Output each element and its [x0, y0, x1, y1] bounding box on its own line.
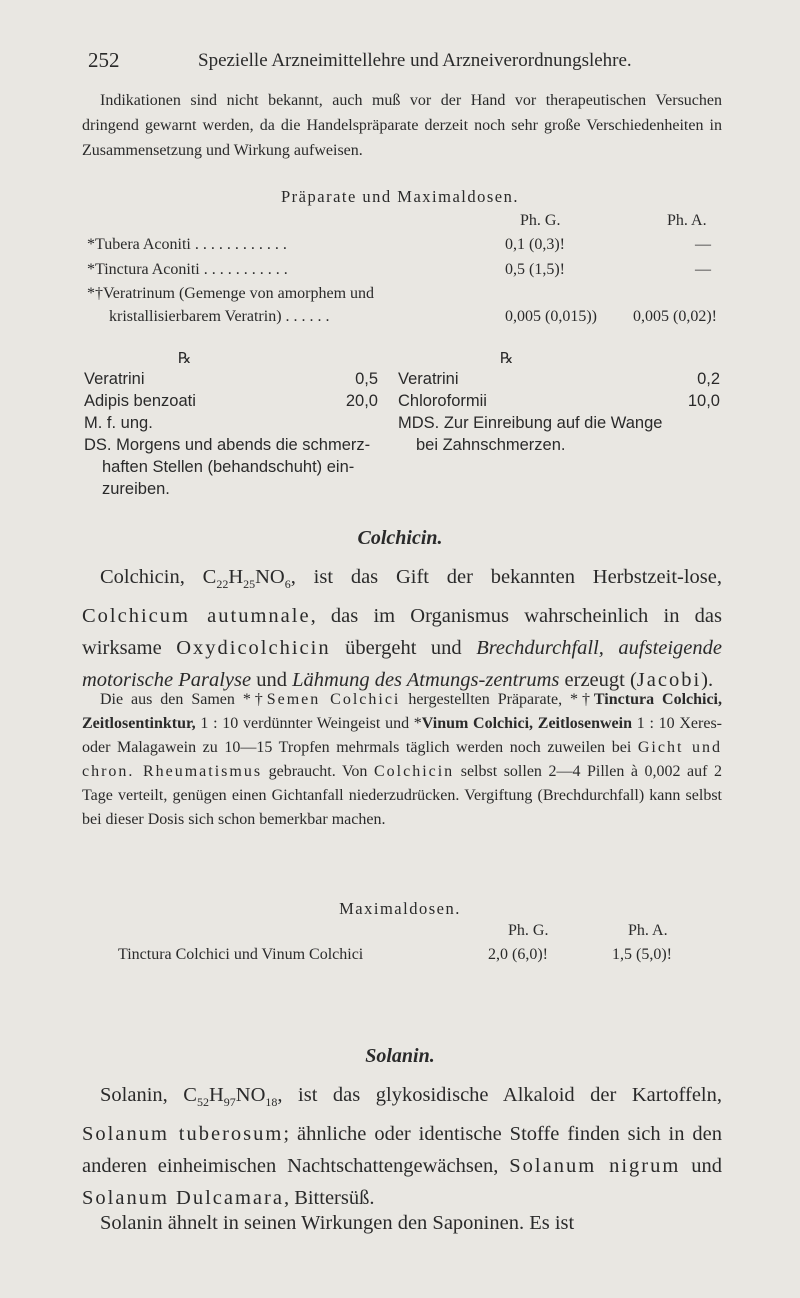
solanin-paragraph [82, 1079, 722, 1214]
recipe-line: Veratrini [398, 370, 459, 388]
table-row-ph-g: 0,5 (1,5)! [505, 261, 565, 278]
recipe-right [398, 350, 720, 460]
text: selbst sollen 2—4 Pillen à 0,002 auf 2 Tage verteilt, genügen einen Gichtanfall niederzudrücken. Vergiftung (Brechdurchfall) kann selbst bei dieser Dosis sich schon bemerkbar machen. [82, 763, 722, 828]
table-row-name: *Tinctura Aconiti . . . . . . . . . . . [87, 261, 288, 278]
table-row-ph-a: — [695, 236, 711, 253]
aconit-table-title: Präparate und Maximaldosen. [281, 187, 519, 206]
spaced-text: Solanum tuberosum [82, 1123, 284, 1146]
colchici-col-ph-a: Ph. A. [628, 922, 668, 939]
subscript: 6 [284, 577, 291, 592]
text: , das im Organismus wahrscheinlich in das wirksame [82, 605, 722, 660]
italic-text: Brechdurchfall, aufsteigende motorische Paralyse [82, 637, 723, 692]
spaced-text: Colchicum autumnale [82, 605, 311, 628]
text: NO [235, 1084, 266, 1106]
text: gebraucht. Von [262, 763, 374, 780]
recipe-qty: 10,0 [687, 392, 720, 410]
colchicin-detail-paragraph [82, 688, 722, 832]
text: 1 : 10 verdünnter Weingeist und * [195, 715, 422, 732]
text: H [228, 566, 244, 588]
page-header [88, 48, 728, 80]
table-row-ph-a: 0,005 (0,02)! [633, 308, 717, 325]
text: ). [701, 669, 714, 692]
spaced-text: Solanum nigrum [509, 1155, 681, 1178]
recipe-line: Adipis benzoati [84, 392, 196, 410]
table-row-ph-g: 0,1 (0,3)! [505, 236, 565, 253]
recipe-symbol: ℞ [500, 350, 514, 367]
intro-paragraph: Indikationen sind nicht bekannt, auch muß vor der Hand vor therapeutischen Versuchen dringend gewarnt werden, da die Handelspräparate derzeit noch sehr große Verschiedenheiten in Zusammensetzung und Wirkung aufweisen. [82, 92, 722, 159]
recipe-qty: 0,5 [355, 370, 378, 388]
text: übergeht und [330, 637, 477, 660]
subscript: 18 [265, 1095, 278, 1110]
text: , ist das Gift der bekannten Herbstzeit-lose, [290, 566, 722, 588]
table-row-name: *†Veratrinum (Gemenge von amorphem und [87, 285, 375, 302]
aconit-col-ph-a: Ph. A. [667, 212, 707, 229]
spaced-text: Jacobi [636, 669, 702, 692]
recipe-symbol: ℞ [178, 350, 192, 367]
table-row-ph-a: 1,5 (5,0)! [612, 946, 672, 963]
recipe-line: bei Zahnschmerzen. [416, 436, 566, 454]
recipe-left [84, 350, 378, 500]
recipe-line: MDS. Zur Einreibung auf die Wange [398, 414, 663, 432]
recipe-line: DS. Morgens und abends die schmerz- [84, 436, 371, 454]
spaced-text: Colchicin [373, 763, 455, 780]
table-row-name: Tinctura Colchici und Vinum Colchici [118, 946, 364, 963]
recipe-line: M. f. ung. [84, 414, 153, 432]
running-title: Spezielle Arzneimittellehre und Arzneiverordnungslehre. [198, 50, 632, 71]
recipe-qty: 0,2 [697, 370, 720, 388]
subscript: 25 [243, 577, 256, 592]
text: hergestellten Präparate, *† [400, 691, 594, 708]
colchici-table-title: Maximaldosen. [339, 899, 461, 918]
aconit-col-ph-g: Ph. G. [520, 212, 561, 229]
table-row-ph-g: 0,005 (0,015)) [505, 308, 597, 325]
table-row-ph-a: — [695, 261, 711, 278]
colchici-col-ph-g: Ph. G. [508, 922, 549, 939]
colchicin-paragraph [82, 561, 722, 696]
text: und [680, 1155, 722, 1178]
solanin-last-line: Solanin ähnelt in seinen Wirkungen den Saponinen. Es ist [100, 1212, 575, 1234]
text: ; ähnliche oder identische Stoffe finden sich in den anderen einheimischen Nachtschattengewächsen, [82, 1123, 723, 1178]
text: erzeugt ( [559, 669, 637, 692]
text: H [208, 1084, 224, 1106]
bold-text: Vinum Colchici, Zeitlosenwein [421, 715, 632, 732]
text: Die aus den Samen *† [100, 691, 267, 708]
recipe-line: Veratrini [84, 370, 145, 388]
spaced-text: Oxydicolchicin [176, 637, 331, 660]
spaced-text: Gicht und chron. Rheumatismus [82, 739, 723, 780]
recipe-qty: 20,0 [345, 392, 378, 410]
spaced-text: Solanum Dulcamara [82, 1187, 284, 1210]
spaced-text: Semen Colchici [266, 691, 401, 708]
table-row-ph-g: 2,0 (6,0)! [488, 946, 548, 963]
table-row-name: kristallisierbarem Veratrin) . . . . . . [109, 308, 330, 325]
bold-text: Tinctura Colchici, Zeitlosentinktur, [82, 691, 723, 732]
solanin-heading: Solanin. [365, 1045, 435, 1067]
text: , ist das glykosidische Alkaloid der Kartoffeln, [277, 1084, 722, 1106]
text: Solanin, C [100, 1084, 197, 1106]
subscript: 97 [223, 1095, 236, 1110]
recipe-line: haften Stellen (behandschuht) ein- [102, 458, 355, 476]
text: NO [255, 566, 285, 588]
page-number: 252 [88, 48, 120, 72]
colchicin-heading: Colchicin. [357, 527, 443, 549]
recipe-line: zureiben. [102, 480, 170, 498]
text: Colchicin, C [100, 566, 217, 588]
italic-text: Lähmung des Atmungs-zentrums [292, 669, 560, 692]
text: und [251, 669, 293, 692]
table-row-name: *Tubera Aconiti . . . . . . . . . . . . [87, 236, 287, 253]
text: , Bittersüß. [283, 1187, 375, 1210]
text: 1 : 10 Xeres- oder Malagawein zu 10—15 Tropfen mehrmals täglich werden noch zuweilen bei [82, 715, 722, 756]
subscript: 52 [196, 1095, 209, 1110]
recipe-line: Chloroformii [398, 392, 487, 410]
subscript: 22 [216, 577, 229, 592]
